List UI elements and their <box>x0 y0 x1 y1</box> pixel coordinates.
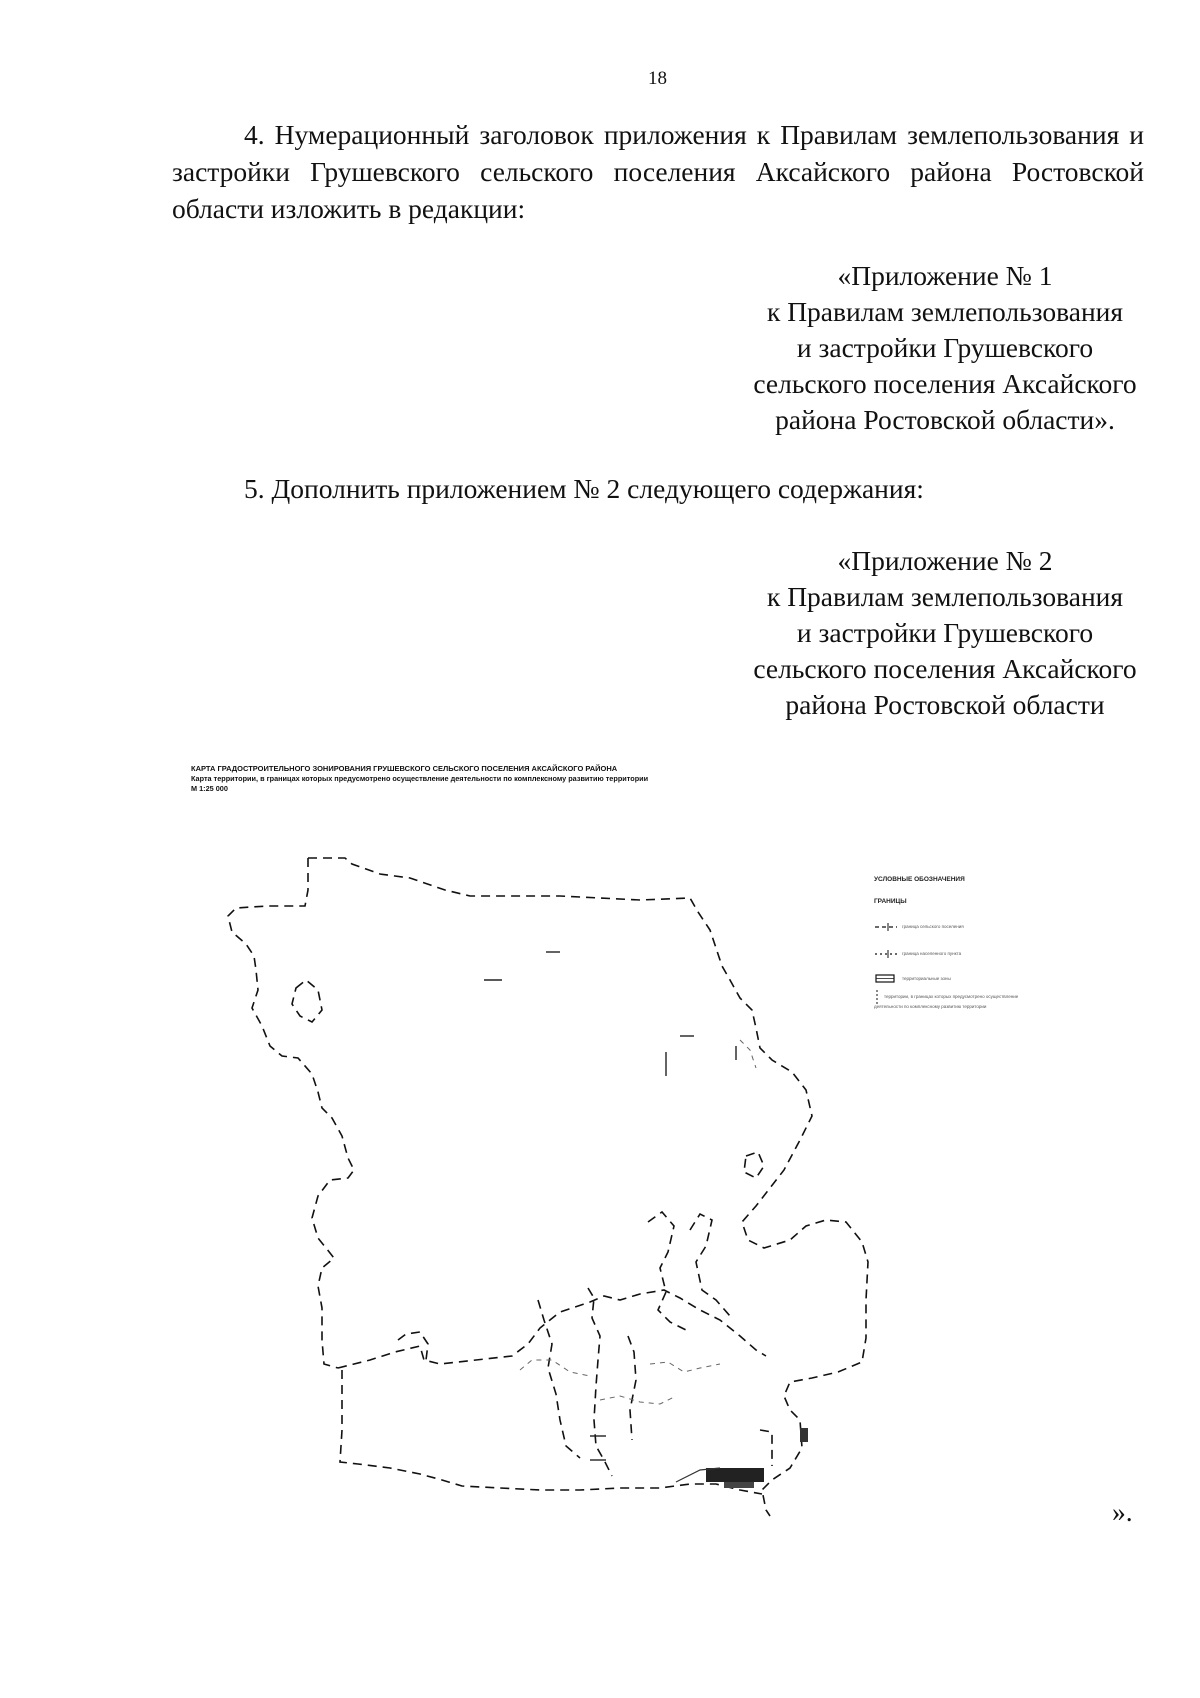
map-scale: М 1:25 000 <box>191 784 228 793</box>
appendix-1-line: сельского поселения Аксайского <box>753 368 1137 399</box>
legend-item-label: территориальные зоны <box>902 976 951 981</box>
legend-item <box>874 922 964 931</box>
appendix-2-line: «Приложение № 2 <box>837 545 1053 576</box>
appendix-1-line: к Правилам землепользования <box>766 296 1124 327</box>
industrial-zone-hatch <box>676 1428 808 1488</box>
map-detail-marks <box>484 952 736 1460</box>
appendix-2-line: сельского поселения Аксайского <box>753 653 1137 684</box>
appendix-2-line: района Ростовской области <box>785 689 1105 720</box>
zone-rect-icon <box>874 974 898 983</box>
settlement-boundary <box>228 858 868 1516</box>
page-number: 18 <box>648 68 667 89</box>
legend-item <box>874 974 951 983</box>
appendix-1-line: района Ростовской области». <box>775 404 1115 435</box>
appendix-2-line: и застройки Грушевского <box>796 617 1094 648</box>
kru-zone-icon <box>874 990 880 1004</box>
closing-quote: ». <box>1112 1496 1133 1527</box>
appendix-1-line: «Приложение № 1 <box>837 260 1053 291</box>
boundary-line-icon <box>874 922 898 931</box>
boundary-line-icon <box>874 949 898 958</box>
paragraph-item-4: 4. Нумерационный заголовок приложения к Правилам землепользования и застройки Грушевского сельского поселения Аксайского района Ростовской области изложить в редакции: <box>172 119 1144 224</box>
legend-item <box>874 990 1034 1010</box>
legend-subtitle: ГРАНИЦЫ <box>874 898 907 905</box>
map-title: КАРТА ГРАДОСТРОИТЕЛЬНОГО ЗОНИРОВАНИЯ ГРУШЕВСКОГО СЕЛЬСКОГО ПОСЕЛЕНИЯ АКСАЙСКОГО РАЙОНА <box>191 764 618 773</box>
legend-item-label: граница населенного пункта <box>902 951 962 956</box>
legend-item-label: граница сельского поселения <box>902 924 964 929</box>
legend-item-label: территории, в границах которых предусмотрено осуществление деятельности по комплексному развитию территории <box>874 994 1019 1009</box>
inner-boundaries <box>520 1040 756 1404</box>
map-subtitle: Карта территории, в границах которых предусмотрено осуществление деятельности по комплексному развитию территории <box>191 774 649 783</box>
paragraph-item-5: 5. Дополнить приложением № 2 следующего содержания: <box>244 473 924 504</box>
legend-item <box>874 949 961 958</box>
legend-title: УСЛОВНЫЕ ОБОЗНАЧЕНИЯ <box>874 876 965 883</box>
appendix-2-line: к Правилам землепользования <box>766 581 1124 612</box>
appendix-1-line: и застройки Грушевского <box>796 332 1094 363</box>
